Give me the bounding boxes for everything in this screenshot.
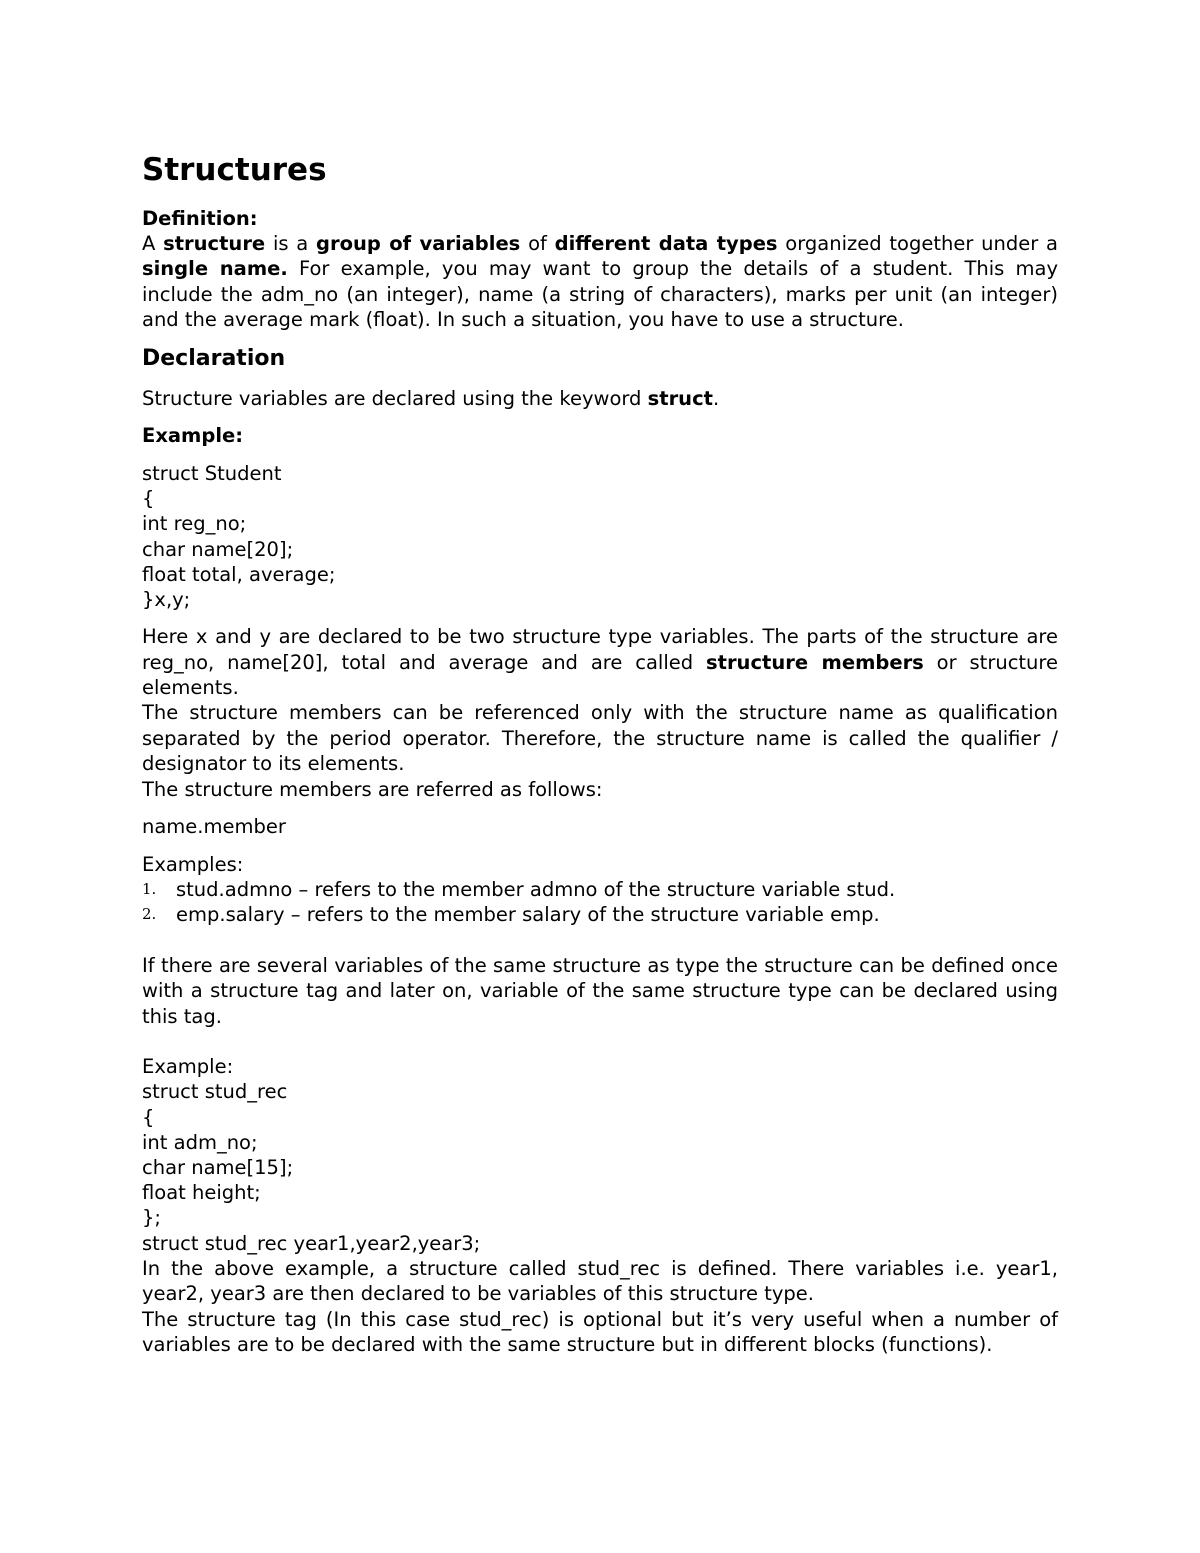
bold-term: group of variables bbox=[316, 232, 521, 255]
list-item bbox=[142, 902, 1058, 927]
bold-term: structure bbox=[163, 232, 266, 255]
text-run: or structure elements. bbox=[142, 650, 1059, 700]
code-block-student bbox=[142, 461, 1058, 612]
code-line: struct stud_rec year1,year2,year3; bbox=[142, 1231, 481, 1255]
text-run: For example, you may want to group the details of a student. This may include the adm_no (an integer), name (a string of characters), marks per unit (an integer) and the average mark (float). In such a situation, you have to use a structure. bbox=[142, 257, 1058, 332]
spacer bbox=[142, 928, 1058, 953]
bold-term: different data types bbox=[554, 232, 778, 255]
page-title: Structures bbox=[142, 152, 327, 188]
text-run: of bbox=[520, 232, 555, 255]
examples-label: Examples: bbox=[142, 852, 244, 876]
text-run: A bbox=[142, 232, 164, 255]
code-line: char name[20]; bbox=[142, 537, 294, 561]
list-item bbox=[142, 877, 1058, 902]
code-line: int reg_no; bbox=[142, 512, 247, 536]
list-item-text: stud.admno – refers to the member admno of the structure variable stud. bbox=[176, 877, 896, 901]
declaration-intro bbox=[142, 386, 1058, 411]
examples-list bbox=[142, 877, 1058, 928]
code-line: int adm_no; bbox=[142, 1130, 258, 1154]
members-paragraph bbox=[142, 624, 1058, 700]
code-line: { bbox=[142, 1105, 155, 1129]
keyword-struct: struct bbox=[647, 386, 713, 410]
code-line: struct stud_rec bbox=[142, 1080, 288, 1104]
list-number: 1. bbox=[142, 879, 157, 898]
optional-tag-paragraph: The structure tag (In this case stud_rec) is optional but it’s very useful when a number of variables are to be declared with the same structure but in different blocks (functions). bbox=[142, 1307, 1058, 1356]
structure-tag-paragraph: If there are several variables of the same structure as type the structure can be defined once with a structure tag and later on, variable of the same structure type can be declared using this tag. bbox=[142, 953, 1058, 1028]
list-item-text: emp.salary – refers to the member salary of the structure variable emp. bbox=[176, 903, 880, 927]
example2-label: Example: bbox=[142, 1054, 234, 1078]
declaration-heading: Declaration bbox=[142, 345, 286, 371]
spacer bbox=[142, 1029, 1058, 1054]
text-run: Structure variables are declared using the keyword bbox=[142, 386, 648, 410]
code-line: float total, average; bbox=[142, 562, 336, 586]
code-line: }; bbox=[142, 1206, 161, 1230]
definition-paragraph bbox=[142, 231, 1058, 333]
code-line: float height; bbox=[142, 1181, 261, 1205]
qualifier-paragraph: The structure members can be referenced only with the structure name as qualification separated by the period operator. Therefore, the structure name is called the qualifier / designator to its elements. bbox=[142, 701, 1058, 776]
bold-term: structure members bbox=[706, 650, 924, 674]
text-run: Here x and y are declared to be two structure type variables. The parts of the structure are reg_no, name[20], total and average and are called bbox=[142, 625, 1058, 674]
text-run: is a bbox=[265, 232, 317, 255]
text-run: . bbox=[712, 386, 720, 410]
code-line: char name[15]; bbox=[142, 1155, 294, 1179]
text-run: organized together under a bbox=[777, 232, 1058, 255]
example-label: Example: bbox=[142, 424, 244, 448]
document-page bbox=[142, 150, 1058, 1357]
syntax-line: name.member bbox=[142, 815, 286, 839]
above-example-paragraph: In the above example, a structure called stud_rec is defined. There variables i.e. year1, year2, year3 are then declared to be variables of this structure type. bbox=[142, 1256, 1058, 1306]
code-line: }x,y; bbox=[142, 588, 191, 612]
bold-term: single name. bbox=[142, 257, 288, 281]
referred-paragraph: The structure members are referred as follows: bbox=[142, 777, 603, 801]
list-number: 2. bbox=[142, 905, 157, 924]
code-line: { bbox=[142, 487, 155, 511]
code-block-stud-rec bbox=[142, 1079, 1058, 1255]
code-line: struct Student bbox=[142, 462, 282, 486]
definition-label: Definition: bbox=[142, 207, 258, 230]
